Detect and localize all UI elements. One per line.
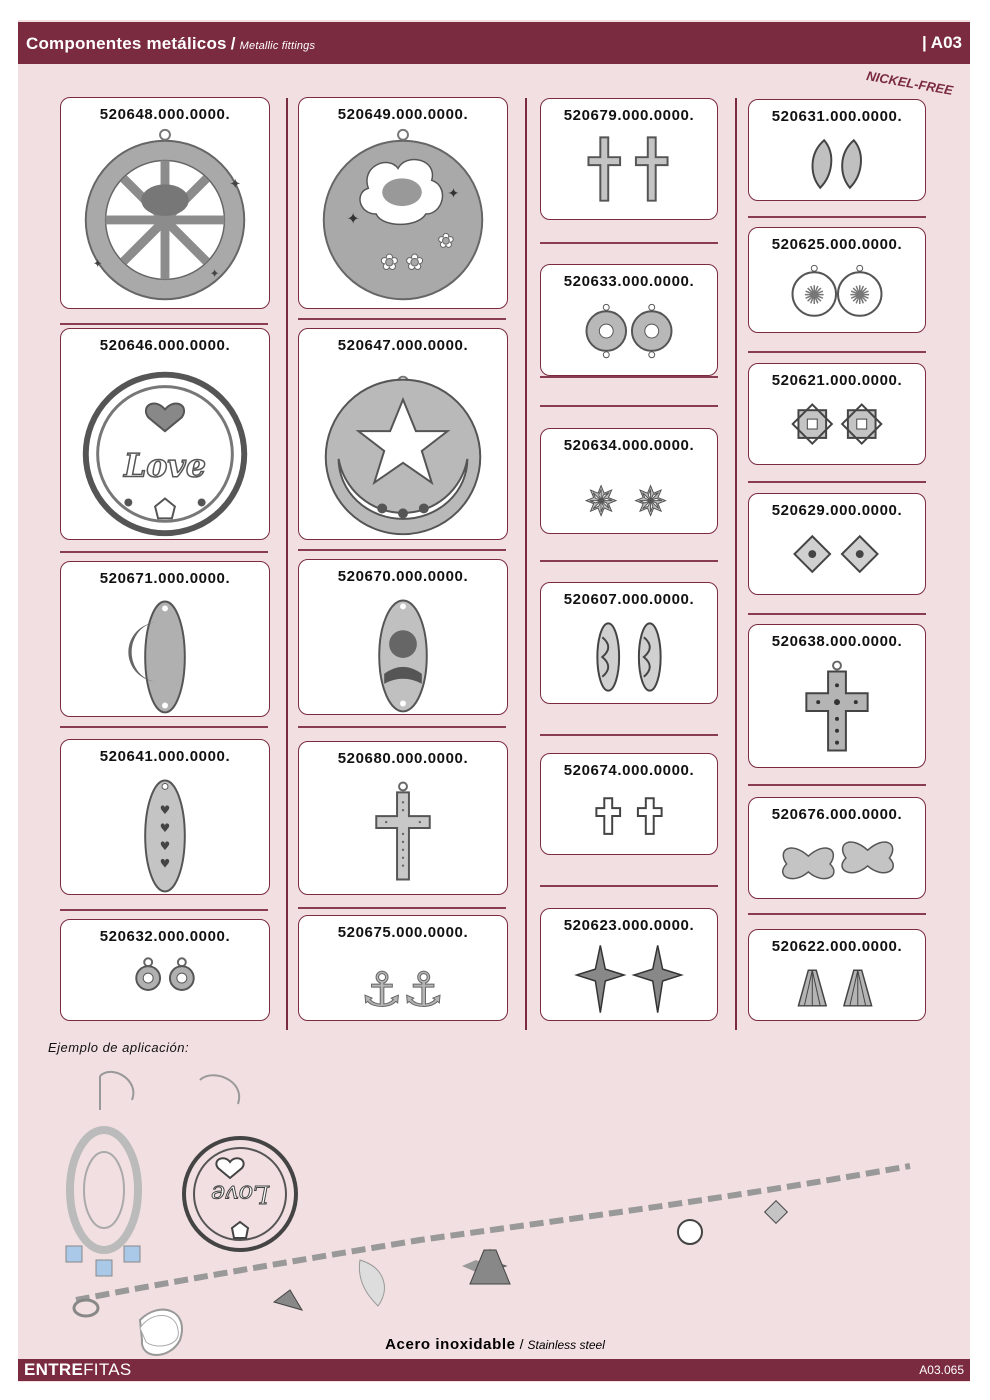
oval-hearts-pendant-icon	[61, 770, 269, 894]
product-card[interactable]	[298, 741, 508, 895]
svg-text:✦: ✦	[229, 176, 242, 193]
product-code: 520680.000.0000.	[337, 750, 469, 767]
cross-charm-pair-icon	[541, 129, 717, 219]
row-divider	[540, 885, 718, 887]
round-connector-pair-icon	[541, 295, 717, 375]
product-card[interactable]	[298, 559, 508, 715]
svg-text:⚓: ⚓	[402, 962, 445, 1018]
oval-moon-connector-icon	[61, 592, 269, 716]
product-card[interactable]	[748, 227, 926, 333]
product-card[interactable]	[298, 328, 508, 540]
product-code: 520634.000.0000.	[563, 437, 695, 454]
column-divider	[735, 98, 737, 1030]
oval-sun-connector-icon	[299, 590, 507, 714]
title-subtitle: Metallic fittings	[239, 40, 316, 52]
svg-text:✦: ✦	[346, 208, 360, 228]
svg-text:✿ ✿: ✿ ✿	[380, 250, 424, 276]
brand-light: FITAS	[83, 1360, 132, 1379]
product-card[interactable]	[298, 915, 508, 1021]
product-card[interactable]	[748, 624, 926, 768]
row-divider	[540, 376, 718, 378]
product-code: 520670.000.0000.	[337, 568, 469, 585]
product-card[interactable]	[748, 929, 926, 1021]
brand-bold: ENTRE	[24, 1360, 84, 1379]
column-divider	[525, 98, 527, 1030]
row-divider	[540, 560, 718, 562]
svg-text:✦: ✦	[209, 266, 220, 281]
product-code: 520676.000.0000.	[771, 806, 903, 823]
oval-link-pair-icon	[541, 613, 717, 703]
product-card[interactable]	[60, 919, 270, 1021]
nickel-free-badge: NICKEL-FREE	[865, 68, 955, 98]
star-moon-ring-pendant-icon	[299, 359, 507, 539]
example-label: Ejemplo de aplicación:	[48, 1040, 190, 1055]
page-number: A03.065	[919, 1363, 964, 1377]
product-code: 520607.000.0000.	[563, 591, 695, 608]
product-card[interactable]	[540, 753, 718, 855]
product-card[interactable]	[748, 797, 926, 899]
svg-text:♥: ♥	[159, 821, 171, 835]
row-divider	[298, 726, 506, 728]
row-divider	[540, 242, 718, 244]
product-code: 520631.000.0000.	[771, 108, 903, 125]
product-code: 520671.000.0000.	[99, 570, 231, 587]
title-text: Componentes metálicos	[26, 34, 227, 53]
round-charm-pair-icon	[61, 950, 269, 1020]
product-code: 520675.000.0000.	[337, 924, 469, 941]
anchor-charm-pair-icon	[299, 946, 507, 1020]
product-card[interactable]	[748, 99, 926, 201]
row-divider	[540, 405, 718, 407]
row-divider	[748, 613, 926, 615]
svg-text:♥: ♥	[159, 838, 171, 853]
product-code: 520647.000.0000.	[337, 337, 469, 354]
row-divider	[748, 913, 926, 915]
title-separator: /	[230, 34, 236, 53]
north-star-pair-icon	[541, 939, 717, 1021]
row-divider	[748, 216, 926, 218]
product-card[interactable]	[60, 97, 270, 309]
row-divider	[748, 481, 926, 483]
row-divider	[298, 318, 506, 320]
star-charm-pair-icon	[541, 459, 717, 533]
svg-text:✦: ✦	[92, 256, 103, 271]
product-code: 520623.000.0000.	[563, 917, 695, 934]
row-divider	[60, 726, 268, 728]
row-divider	[748, 784, 926, 786]
dotted-cross-pendant-icon	[749, 655, 925, 767]
product-card[interactable]	[60, 561, 270, 717]
product-code: 520638.000.0000.	[771, 633, 903, 650]
svg-text:♥: ♥	[159, 803, 171, 818]
section-code: | A03	[921, 33, 962, 52]
product-code: 520629.000.0000.	[771, 502, 903, 519]
product-card[interactable]	[540, 428, 718, 534]
page-title	[26, 34, 315, 54]
row-divider	[60, 551, 268, 553]
leaf-charm-pair-icon	[749, 130, 925, 200]
product-code: 520674.000.0000.	[563, 762, 695, 779]
cherub-flower-disc-pendant-icon	[299, 128, 507, 306]
brand-logo	[24, 1360, 132, 1380]
product-card[interactable]	[60, 328, 270, 540]
svg-text:♥: ♥	[159, 856, 171, 871]
svg-text:Love: Love	[210, 1180, 270, 1208]
product-code: 520625.000.0000.	[771, 236, 903, 253]
svg-text:✦: ✦	[447, 186, 460, 203]
material-en: Stainless steel	[527, 1338, 605, 1352]
dotted-cross-pendant-icon	[299, 772, 507, 894]
material-es: Acero inoxidable	[385, 1336, 516, 1353]
product-card[interactable]	[748, 363, 926, 465]
product-code: 520646.000.0000.	[99, 337, 231, 354]
header-bar	[18, 22, 970, 64]
product-code: 520633.000.0000.	[563, 273, 695, 290]
product-card[interactable]	[60, 739, 270, 895]
product-code: 520632.000.0000.	[99, 928, 231, 945]
column-divider	[286, 98, 288, 1030]
square-star-charm-pair-icon	[749, 394, 925, 464]
product-code: 520621.000.0000.	[771, 372, 903, 389]
sun-moon-disc-pendant-icon	[61, 128, 269, 306]
fan-charm-pair-icon	[749, 960, 925, 1020]
product-code: 520649.000.0000.	[337, 106, 469, 123]
diamond-charm-pair-icon	[749, 524, 925, 594]
svg-text:Love: Love	[124, 447, 207, 485]
svg-text:✺: ✺	[803, 280, 826, 311]
product-card[interactable]	[540, 264, 718, 376]
product-card[interactable]	[298, 97, 508, 309]
product-code: 520679.000.0000.	[563, 107, 695, 124]
material-separator: /	[519, 1336, 524, 1352]
product-card[interactable]	[540, 582, 718, 704]
row-divider	[60, 323, 268, 325]
product-code: 520622.000.0000.	[771, 938, 903, 955]
butterfly-charm-pair-icon	[749, 828, 925, 898]
row-divider	[298, 907, 506, 909]
footer-bar	[18, 1359, 970, 1381]
small-cross-pair-icon	[541, 784, 717, 854]
product-card[interactable]	[540, 908, 718, 1021]
svg-text:✺: ✺	[848, 280, 871, 311]
product-code: 520641.000.0000.	[99, 748, 231, 765]
row-divider	[60, 909, 268, 911]
material-caption	[0, 1336, 990, 1354]
svg-text:✵: ✵	[584, 478, 618, 525]
row-divider	[298, 549, 506, 551]
sunburst-charm-pair-icon	[749, 258, 925, 332]
row-divider	[748, 351, 926, 353]
product-code: 520648.000.0000.	[99, 106, 231, 123]
svg-text:✵: ✵	[633, 478, 668, 525]
bracelet-example-image	[60, 1150, 930, 1350]
love-heart-ring-pendant-icon	[61, 359, 269, 539]
product-card[interactable]	[540, 98, 718, 220]
row-divider	[540, 734, 718, 736]
svg-text:✿: ✿	[437, 229, 455, 253]
svg-text:⚓: ⚓	[360, 962, 404, 1018]
product-card[interactable]	[748, 493, 926, 595]
